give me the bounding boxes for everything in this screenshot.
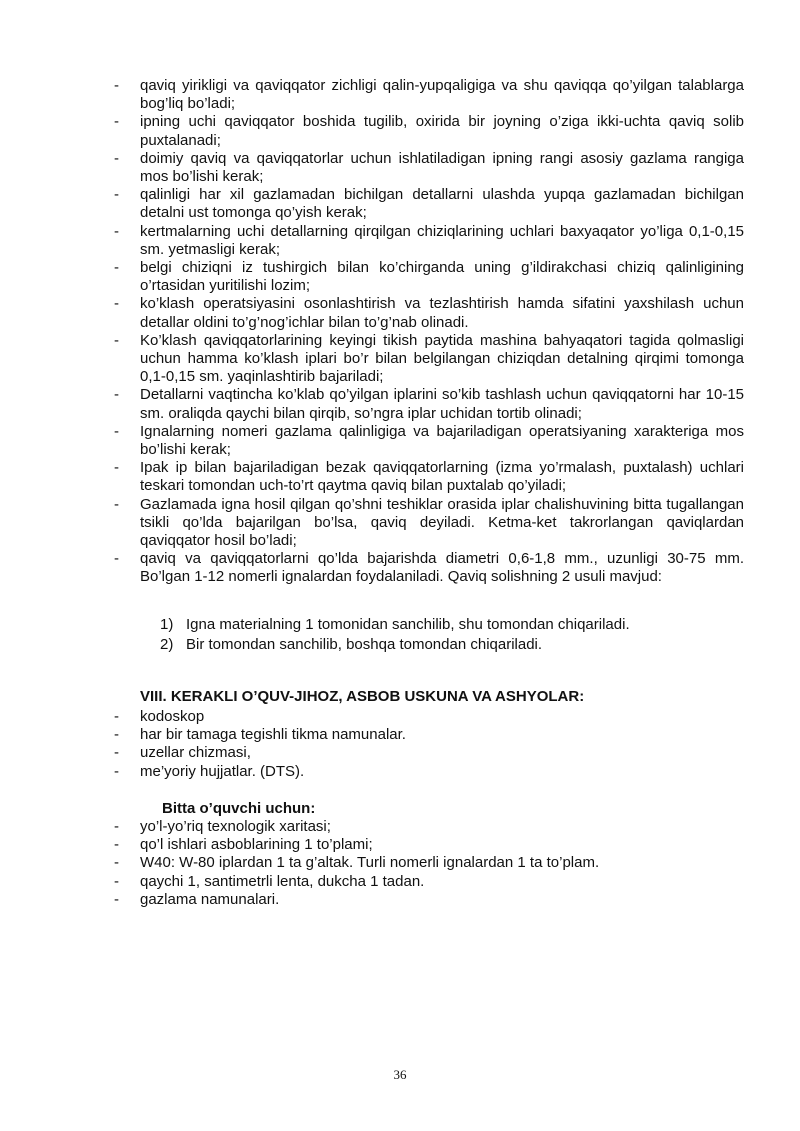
list-item [160, 635, 630, 655]
list-item: - qaviq va qaviqqatorlarni qo’lda bajarishda diametri 0,6-1,8 mm., uzunligi 30-75 mm. Bo’lgan 1-12 nomerli ignalardan foydalaniladi. Qaviq solishning 2 usuli mavjud: [118, 550, 744, 586]
list-item: - kodoskop [118, 708, 744, 726]
student-list [118, 818, 744, 909]
list-item: - uzellar chizmasi, [118, 744, 744, 762]
list-item: - yo’l-yo’riq texnologik xaritasi; [118, 818, 744, 836]
list-item: - me’yoriy hujjatlar. (DTS). [118, 763, 744, 781]
list-item: - qalinligi har xil gazlamadan bichilgan detallarni ulashda yupqa gazlamadan bichilgan detalni ust tomonga qo’yish kerak; [118, 186, 744, 222]
list-item: - ko’klash operatsiyasini osonlashtirish va tezlashtirish hamda sifatini yaxshilash uchun detallar oldini to’g’nog’ichlar bilan to’g’nab olinadi. [118, 295, 744, 331]
list-item: - Ipak ip bilan bajariladigan bezak qaviqqatorlarning (izma yo’rmalash, puxtalash) uchlari teskari tomondan uch-to’rt qaytma qaviq bilan puxtalab qo’yiladi; [118, 459, 744, 495]
stitch-methods-list [160, 615, 630, 654]
list-item: - qaviq yirikligi va qaviqqator zichligi qalin-yupqaligiga va shu qaviqqa qo’yilgan talablarga bog’liq bo’ladi; [118, 77, 744, 113]
list-item: - gazlama namunalari. [118, 891, 744, 909]
list-number: 1) [160, 616, 174, 633]
list-item: - doimiy qaviq va qaviqqatorlar uchun ishlatiladigan ipning rangi asosiy gazlama rangiga mos bo’lishi kerak; [118, 150, 744, 186]
list-item: - W40: W-80 iplardan 1 ta g’altak. Turli nomerli ignalardan 1 ta to’plam. [118, 854, 744, 872]
list-text: Igna materialning 1 tomonidan sanchilib, shu tomondan chiqariladi. [186, 616, 630, 633]
list-item: - Gazlamada igna hosil qilgan qo’shni teshiklar orasida iplar chalishuvining bitta tugallangan tsikli qo’lda bajarilgan bo’lsa, qaviq deyiladi. Ketma-ket takrorlangan qaviqlardan qaviqqator hosil bo’ladi; [118, 496, 744, 551]
list-number: 2) [160, 635, 174, 653]
list-item [160, 615, 630, 635]
list-item: - Detallarni vaqtincha ko’klab qo’yilgan iplarini so’kib tashlash uchun qaviqqatorni har 10-15 sm. oraliqda qaychi bilan qirqib, so’ngra iplar uchidan tortib olinadi; [118, 386, 744, 422]
equipment-list [118, 708, 744, 781]
section-heading: VIII. KERAKLI O’QUV-JIHOZ, ASBOB USKUNA VA ASHYOLAR: [140, 688, 585, 705]
list-item: - har bir tamaga tegishli tikma namunalar. [118, 726, 744, 744]
list-item: - belgi chiziqni iz tushirgich bilan ko’chirganda uning g’ildirakchasi chiziq qalinligining o’rtasidan yuritilishi lozim; [118, 259, 744, 295]
list-text: Bir tomondan sanchilib, boshqa tomondan chiqariladi. [186, 635, 543, 653]
list-item: - Ko’klash qaviqqatorlarining keyingi tikish paytida mashina bahyaqatori tagida qolmasligi uchun hamma ko’klash iplari bo’r bilan belgilangan chiziqdan detalning qirqimi tomonga 0,1-0,15 sm. yaqinlashtirib bajariladi; [118, 332, 744, 387]
list-item: - qo’l ishlari asboblarining 1 to’plami; [118, 836, 744, 854]
list-item: - Ignalarning nomeri gazlama qalinligiga va bajariladigan operatsiyaning xarakteriga mos bo’lishi kerak; [118, 423, 744, 459]
list-item: - qaychi 1, santimetrli lenta, dukcha 1 tadan. [118, 873, 744, 891]
student-heading: Bitta o’quvchi uchun: [162, 800, 316, 817]
page-number: 36 [393, 1067, 407, 1082]
list-item: - kertmalarning uchi detallarning qirqilgan chiziqlarining uchlari baxyaqator yo’liga 0,1-0,15 sm. yetmasligi kerak; [118, 223, 744, 259]
list-item: - ipning uchi qaviqqator boshida tugilib, oxirida bir joyning o’ziga ikki-uchta qaviq solib puxtalanadi; [118, 113, 744, 149]
requirements-list [118, 77, 744, 587]
